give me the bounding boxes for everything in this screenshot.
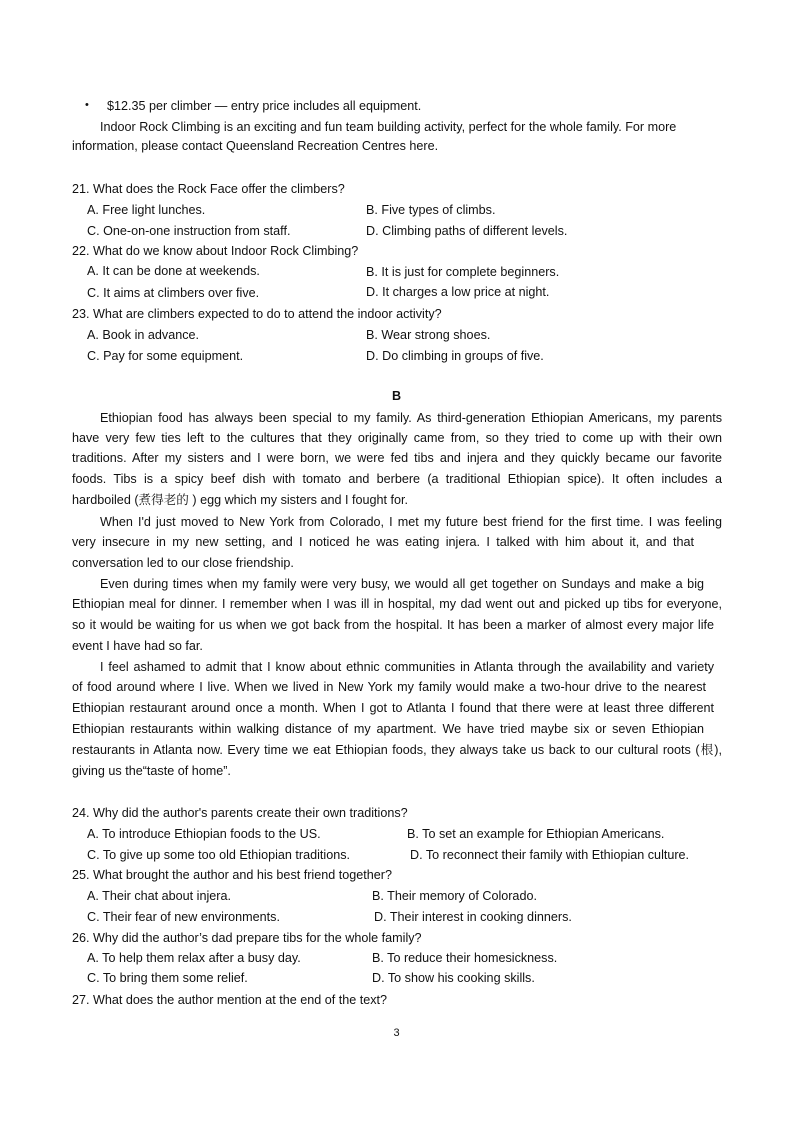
passage-line: hardboiled (煮得老的 ) egg which my sisters and I fought for. <box>72 493 408 507</box>
option-22a: A. It can be done at weekends. <box>87 264 260 278</box>
question-26: 26. Why did the author’s dad prepare tibs for the whole family? <box>72 931 422 945</box>
passage-line: have very few ties left to the cultures that they originally came from, so they tried to come up with their own <box>72 431 722 445</box>
passage-line: Ethiopian meal for dinner. I remember when I was ill in hospital, my dad went out and picked up tibs for everyone, <box>72 597 722 611</box>
option-25b: B. Their memory of Colorado. <box>372 889 537 903</box>
question-22: 22. What do we know about Indoor Rock Climbing? <box>72 244 359 258</box>
question-24: 24. Why did the author's parents create their own traditions? <box>72 806 408 820</box>
passage-line: traditions. After my sisters and I were born, we were fed tibs and injera and they quickly became our favorite <box>72 451 722 465</box>
passage-line: Ethiopian restaurant around once a month. When I got to Atlanta I found that there were at least three different <box>72 701 714 715</box>
option-26b: B. To reduce their homesickness. <box>372 951 558 965</box>
passage-line: of food around where I live. When we lived in New York my family would make a two-hour drive to the nearest <box>72 680 706 694</box>
question-21: 21. What does the Rock Face offer the climbers? <box>72 182 345 196</box>
option-24b: B. To set an example for Ethiopian Americans. <box>407 827 665 841</box>
option-23b: B. Wear strong shoes. <box>366 328 491 342</box>
option-22c: C. It aims at climbers over five. <box>87 286 260 300</box>
section-heading: B <box>391 389 402 403</box>
passage-line: so it would be waiting for us when we got back from the hospital. It has been a marker of almost every major life <box>72 618 714 632</box>
option-22b: B. It is just for complete beginners. <box>366 265 560 279</box>
passage-line: Ethiopian restaurants within walking distance of my apartment. We have tried maybe six or seven Ethiopian <box>72 722 704 736</box>
passage-line: Even during times when my family were very busy, we would all get together on Sundays and make a big <box>100 577 704 591</box>
bullet-icon: • <box>85 99 89 111</box>
option-26d: D. To show his cooking skills. <box>372 971 535 985</box>
question-25: 25. What brought the author and his best friend together? <box>72 868 392 882</box>
option-21a: A. Free light lunches. <box>87 203 206 217</box>
price-bullet-text: $12.35 per climber — entry price includes all equipment. <box>107 99 422 113</box>
passage-line: event I have had so far. <box>72 639 203 653</box>
option-25a: A. Their chat about injera. <box>87 889 231 903</box>
passage-line: When I'd just moved to New York from Colorado, I met my future best friend for the first time. I was feeling <box>100 515 722 529</box>
option-21b: B. Five types of climbs. <box>366 203 496 217</box>
passage-line: restaurants in Atlanta now. Every time we eat Ethiopian foods, they always take us back to our cultural roots (根), <box>72 743 722 757</box>
option-24c: C. To give up some too old Ethiopian traditions. <box>87 848 350 862</box>
question-27: 27. What does the author mention at the end of the text? <box>72 993 388 1007</box>
passage-line: conversation led to our close friendship. <box>72 556 294 570</box>
page-number: 3 <box>393 1027 400 1039</box>
option-26a: A. To help them relax after a busy day. <box>87 951 301 965</box>
option-23d: D. Do climbing in groups of five. <box>366 349 544 363</box>
option-22d: D. It charges a low price at night. <box>366 285 550 299</box>
question-23: 23. What are climbers expected to do to attend the indoor activity? <box>72 307 442 321</box>
passage-line: giving us the“taste of home”. <box>72 764 231 778</box>
option-21d: D. Climbing paths of different levels. <box>366 224 568 238</box>
option-25d: D. Their interest in cooking dinners. <box>374 910 572 924</box>
option-21c: C. One-on-one instruction from staff. <box>87 224 291 238</box>
option-24a: A. To introduce Ethiopian foods to the US. <box>87 827 321 841</box>
option-25c: C. Their fear of new environments. <box>87 910 280 924</box>
option-23a: A. Book in advance. <box>87 328 200 342</box>
passage-line: Ethiopian food has always been special to my family. As third-generation Ethiopian Americans, my parents <box>100 411 722 425</box>
option-24d: D. To reconnect their family with Ethiopian culture. <box>410 848 690 862</box>
option-23c: C. Pay for some equipment. <box>87 349 244 363</box>
passage-line: foods. Tibs is a spicy beef dish with tomato and berbere (a traditional Ethiopian spice). It often includes a <box>72 472 722 486</box>
info-paragraph-line: information, please contact Queensland Recreation Centres here. <box>72 139 439 153</box>
option-26c: C. To bring them some relief. <box>87 971 248 985</box>
info-paragraph-line: Indoor Rock Climbing is an exciting and fun team building activity, perfect for the whole family. For more <box>100 120 677 134</box>
passage-line: very insecure in my new setting, and I noticed he was eating injera. I talked with him about it, and that <box>72 535 694 549</box>
passage-line: I feel ashamed to admit that I know about ethnic communities in Atlanta through the availability and variety <box>100 660 714 674</box>
